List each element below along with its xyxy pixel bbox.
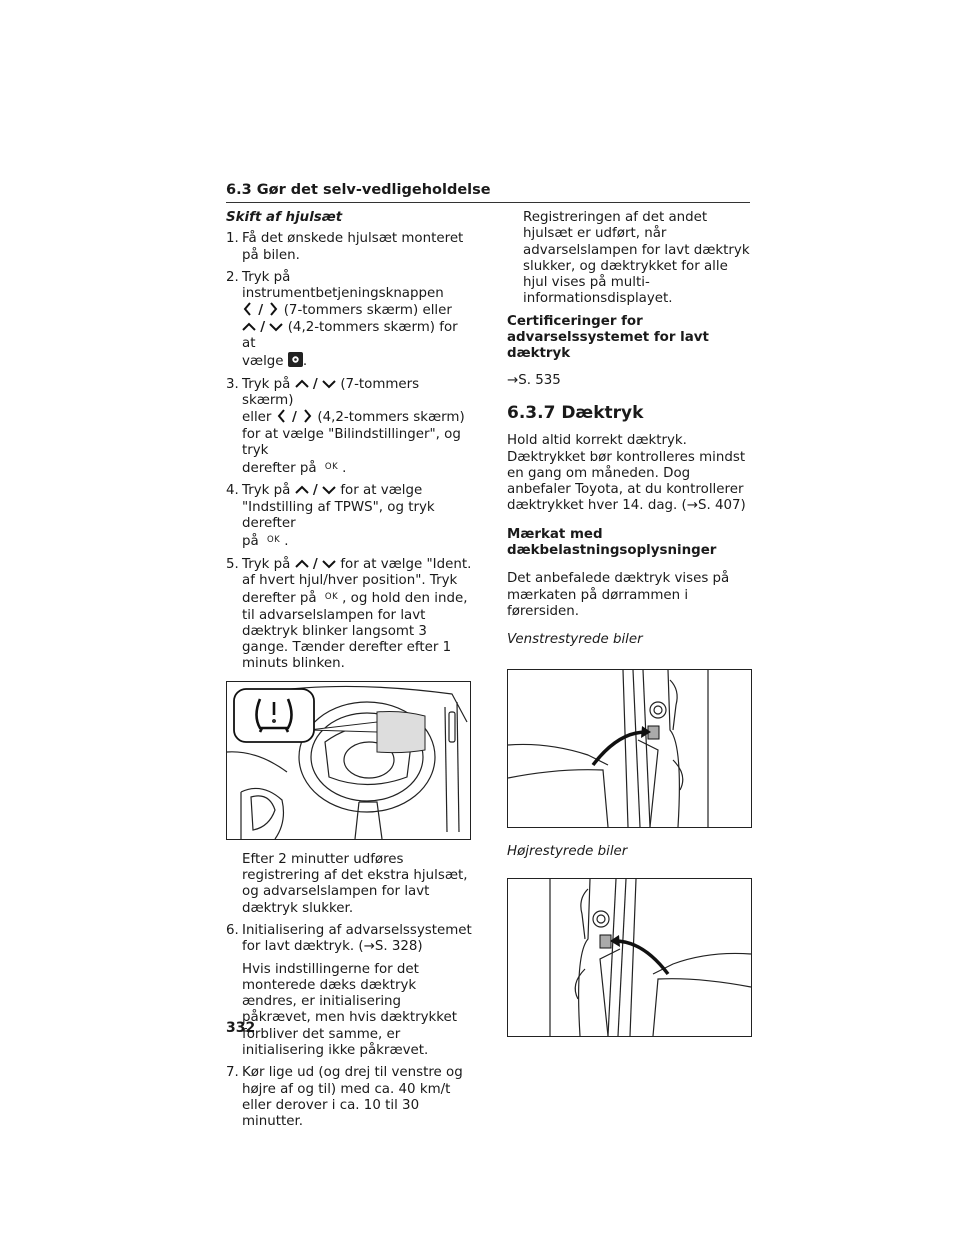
dashboard-warning-light-illustration	[226, 681, 471, 840]
ok-button-icon: OK	[324, 462, 339, 473]
step-text-part: derefter på	[242, 461, 317, 477]
step-text-part: Tryk på	[242, 376, 291, 392]
cert-heading: Certificeringer for advarselssystemet for lavt dæktryk	[507, 313, 709, 362]
slash: /	[260, 319, 266, 335]
step-text-part: Tryk på instrumentbetjeningsknappen	[242, 269, 444, 302]
step-number: 3.	[226, 376, 239, 392]
step-text-part: .	[342, 461, 347, 477]
right-column	[507, 210, 751, 1037]
cert-reference: →S. 535	[507, 372, 561, 388]
chevron-up-icon	[295, 378, 309, 390]
step-6	[226, 923, 472, 956]
step-number: 2.	[226, 269, 239, 285]
chevron-up-icon	[242, 321, 256, 333]
slash: /	[312, 556, 318, 572]
intro-paragraph: Hold altid korrekt dæktryk. Dæktrykket bør kontrolleres mindst en gang om måneden. Dog anbefaler Toyota, at du kontrollerer dæktrykket hver 14. dag. (→S. 407)	[507, 433, 746, 514]
chevron-up-icon	[295, 558, 309, 570]
chevron-left-icon	[276, 409, 288, 423]
caption-right-hand-drive: Højrestyrede biler	[507, 843, 628, 859]
step-text-part: Tryk på	[242, 483, 291, 499]
slash: /	[258, 303, 264, 319]
step-6-note: Hvis indstillingerne for det monterede dæks dæktryk ændres, er initialisering påkrævet, men hvis dæktrykket forbliver det samme, er initialisering ikke påkrævet.	[242, 961, 458, 1058]
step-text: Initialisering af advarselssystemet for lavt dæktryk. (→S. 328)	[242, 922, 472, 955]
label-text: Det anbefalede dæktryk vises på mærkaten på dørrammen i førersiden.	[507, 571, 730, 619]
step-number: 7.	[226, 1065, 239, 1081]
chevron-left-icon	[242, 302, 254, 316]
left-column	[226, 210, 472, 1136]
step-number: 4.	[226, 483, 239, 499]
step-text	[242, 270, 472, 371]
ok-button-icon: OK	[324, 592, 339, 603]
chevron-down-icon	[322, 378, 336, 390]
step-text-part: for at vælge	[340, 483, 423, 499]
step-text-part: "Indstilling af TPWS", og tryk derefter	[242, 499, 435, 532]
step-text-part: for at vælge "Ident.	[340, 556, 472, 572]
step-number: 5.	[226, 556, 239, 572]
step-2	[226, 270, 472, 371]
step-1	[226, 231, 472, 264]
chevron-down-icon	[322, 558, 336, 570]
step-text	[242, 483, 472, 550]
step-text-part: , og hold den inde, til advarselslampen for lavt dæktryk blinker langsomt 3 gange. Tænder derefter efter 1 minuts blinken.	[242, 591, 468, 672]
slash: /	[312, 483, 318, 499]
dashboard-illustration	[227, 682, 470, 839]
page-number: 332	[226, 1020, 256, 1036]
step-text: Kør lige ud (og drej til venstre og højre af og til) med ca. 40 km/t eller derover i ca. 10 til 30 minutter.	[242, 1065, 463, 1130]
lhd-illustration	[508, 670, 751, 827]
step-4	[226, 483, 472, 550]
section-title: 6.3 Gør det selv-vedligeholdelse	[226, 182, 491, 198]
step-number: 6.	[226, 922, 239, 938]
door-frame-label-rhd-illustration	[507, 878, 752, 1037]
step-number: 1.	[226, 231, 239, 247]
step-text-part: af hvert hjul/hver position". Tryk	[242, 572, 458, 588]
continuation-text: Registreringen af det andet hjulsæt er udført, når advarselslampen for lavt dæktryk slukker, og dæktrykket for alle hjul vises på multi-informationsdisplayet.	[523, 210, 750, 307]
step-3	[226, 377, 472, 478]
step-text-part: for at vælge "Bilindstillinger", og tryk	[242, 426, 461, 458]
label-heading: Mærkat med dækbelastningsoplysninger	[507, 526, 717, 559]
step-text-part: derefter på	[242, 591, 317, 607]
chevron-up-icon	[295, 484, 309, 496]
step-text-part: på	[242, 534, 259, 550]
step-text-part: (7-tommers skærm)	[242, 376, 420, 408]
step-5	[226, 557, 472, 673]
settings-icon	[288, 352, 303, 367]
slash: /	[312, 376, 318, 392]
step-text-part: vælge	[242, 354, 284, 370]
step-text-part: (4,2-tommers skærm)	[317, 410, 465, 426]
slash: /	[291, 410, 297, 426]
subheading-wheel-change: Skift af hjulsæt	[226, 210, 343, 225]
caption-left-hand-drive: Venstrestyrede biler	[507, 632, 643, 648]
rhd-illustration	[508, 879, 751, 1036]
step-text-part: .	[284, 534, 289, 550]
chevron-down-icon	[269, 321, 283, 333]
step-text-part: eller	[242, 410, 272, 426]
step-text-part: (7-tommers skærm) eller	[283, 303, 452, 319]
chevron-right-icon	[267, 302, 279, 316]
section-heading-tire-pressure: 6.3.7 Dæktryk	[507, 402, 644, 423]
chevron-down-icon	[322, 484, 336, 496]
chevron-right-icon	[301, 409, 313, 423]
ok-button-icon: OK	[266, 535, 281, 546]
door-frame-label-lhd-illustration	[507, 669, 752, 828]
step-text-part: Tryk på	[242, 556, 291, 572]
step-text-part: .	[302, 354, 308, 370]
step-text: Få det ønskede hjulsæt monteret på bilen.	[242, 231, 464, 263]
step-text	[242, 557, 472, 673]
step-text-part: (4,2-tommers skærm) for at	[242, 319, 458, 352]
step-text	[242, 377, 472, 478]
after-figure-text: Efter 2 minutter udføres registrering af det ekstra hjulsæt, og advarselslampen for lavt dæktryk slukker.	[242, 851, 468, 916]
section-header	[226, 179, 750, 203]
step-7	[226, 1065, 472, 1130]
